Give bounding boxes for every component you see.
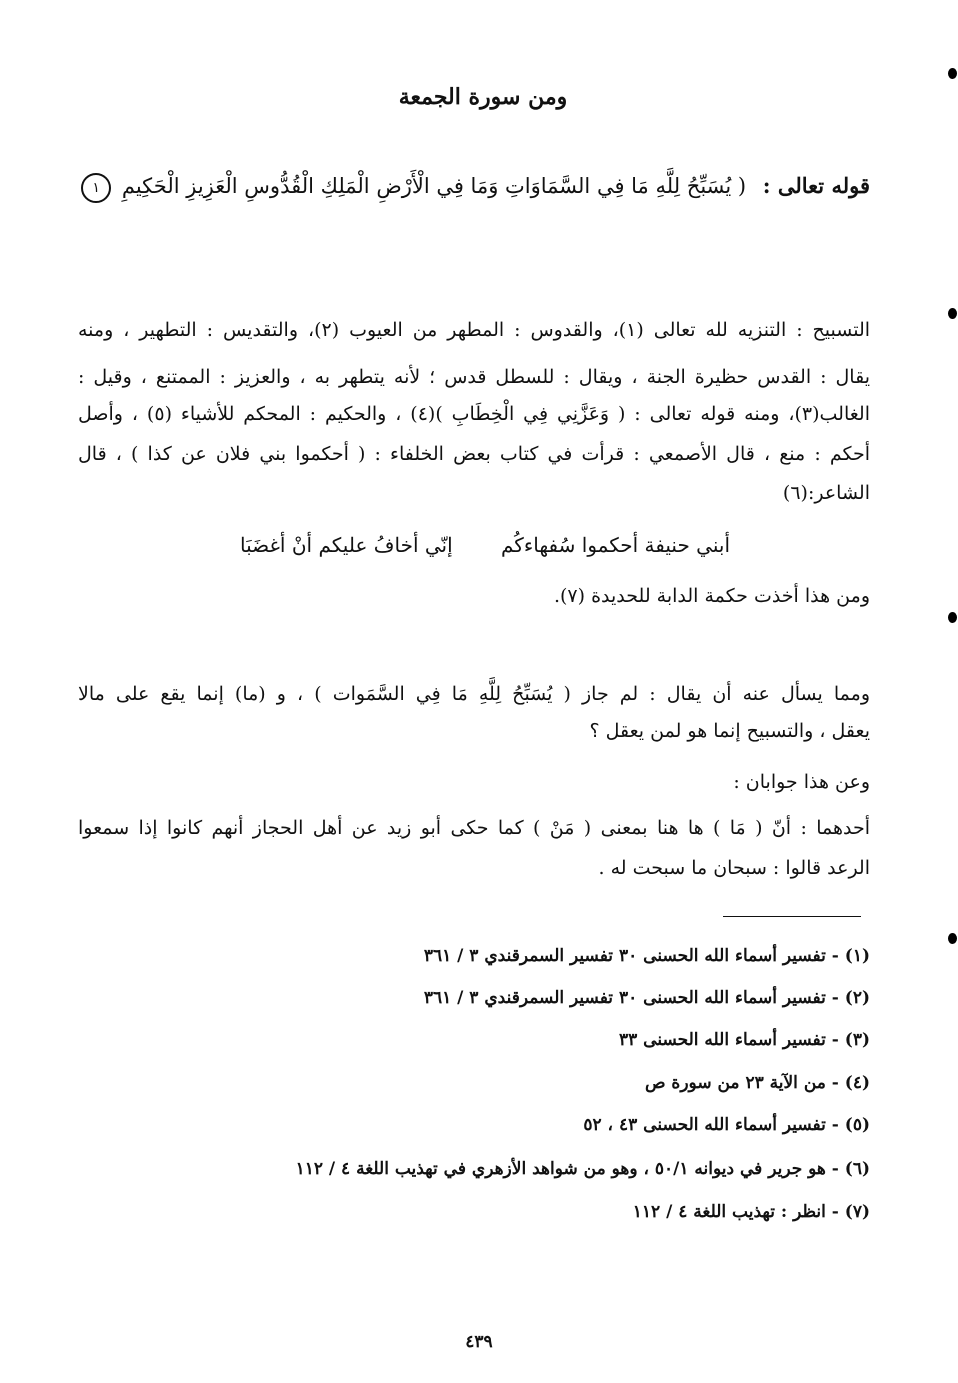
- poem-hemistich-second: إنّي أخافُ عليكم أنْ أغضَبَا: [240, 533, 453, 557]
- verse-number-marker: ١: [81, 173, 111, 203]
- scan-mark: [948, 308, 957, 319]
- paragraph-line: وعن هذا جوابان :: [733, 771, 870, 793]
- quran-verse: ( يُسَبِّحُ لِلَّهِ مَا فِي السَّمَاوَاتِ وَمَا فِي الْأَرْضِ الْمَلِكِ الْقُدُّوسِ الْعَزِيزِ الْحَكِيمِ: [121, 174, 747, 198]
- paragraph-line: الشاعر:(٦): [782, 482, 870, 504]
- paragraph-line: ومن هذا أخذت حكمة الدابة للحديدة (٧).: [553, 585, 870, 607]
- footnote-item: (٥) - تفسير أسماء الله الحسنى ٤٣ ، ٥٢: [583, 1115, 870, 1135]
- surah-title: ومن سورة الجمعة: [398, 84, 568, 110]
- scan-mark: [948, 612, 957, 623]
- footnote-item: (٣) - تفسير أسماء الله الحسنى ٣٣: [618, 1030, 870, 1050]
- footnote-separator: [723, 916, 861, 917]
- footnote-item: (١) - تفسير أسماء الله الحسنى ٣٠ تفسير السمرقندي ٣ / ٣٦١: [423, 946, 870, 966]
- scan-mark: [948, 68, 957, 79]
- scan-mark: [948, 933, 957, 944]
- paragraph-line: يقال : القدس حظيرة الجنة ، ويقال : للسطل قدس ؛ لأنه يتطهر به ، والعزيز : الممتنع ، وقيل :: [78, 366, 870, 388]
- paragraph-line: يعقل ، والتسبيح إنما هو لمن يعقل ؟: [589, 720, 870, 742]
- paragraph-line: أحدهما : أنّ ( مَا ) ها هنا بمعنى ( مَنْ ) كما حكى أبو زيد عن أهل الحجاز أنهم كانوا إذا سمعوا: [78, 817, 870, 839]
- intro-prefix: قوله تعالى :: [762, 173, 870, 198]
- footnote-item: (٢) - تفسير أسماء الله الحسنى ٣٠ تفسير السمرقندي ٣ / ٣٦١: [423, 988, 870, 1008]
- footnote-item: (٧) - انظر : تهذيب اللغة ٤ / ١١٢: [632, 1202, 870, 1222]
- paragraph-line: الرعد قالوا : سبحان ما سبحت له .: [598, 857, 870, 879]
- intro-verse-line: [78, 170, 870, 203]
- page-number: ٤٣٩: [465, 1332, 493, 1352]
- paragraph-line: التسبيح : التنزيه لله تعالى (١)، والقدوس : المطهر من العيوب (٢)، والتقديس : التطهير ، ومنه: [78, 319, 871, 341]
- paragraph-line: الغالب(٣)، ومنه قوله تعالى : ( وَعَزَّنِي فِي الْخِطَابِ )(٤) ، والحكيم : المحكم للأشياء (٥) ، وأصل: [78, 403, 870, 425]
- footnote-item: (٤) - من الآية ٢٣ من سورة ص: [644, 1073, 870, 1093]
- footnote-item: (٦) - هو جرير في ديوانه ٥٠/١ ، وهو من شواهد الأزهري في تهذيب اللغة ٤ / ١١٢: [295, 1159, 870, 1179]
- paragraph-line: ومما يسأل عنه أن يقال : لم جاز ( يُسَبِّحُ لِلَّهِ مَا فِي السَّمَوات ) ، و (ما) إنما يقع على مالا: [78, 683, 870, 705]
- paragraph-line: أحكم : منع ، قال الأصمعي : قرأت في كتاب بعض الخلفاء : ( أحكموا بني فلان عن كذا ) ، قال: [78, 443, 870, 465]
- poem-hemistich-first: أبني حنيفة أحكموا سُفهاءكُم: [500, 533, 730, 557]
